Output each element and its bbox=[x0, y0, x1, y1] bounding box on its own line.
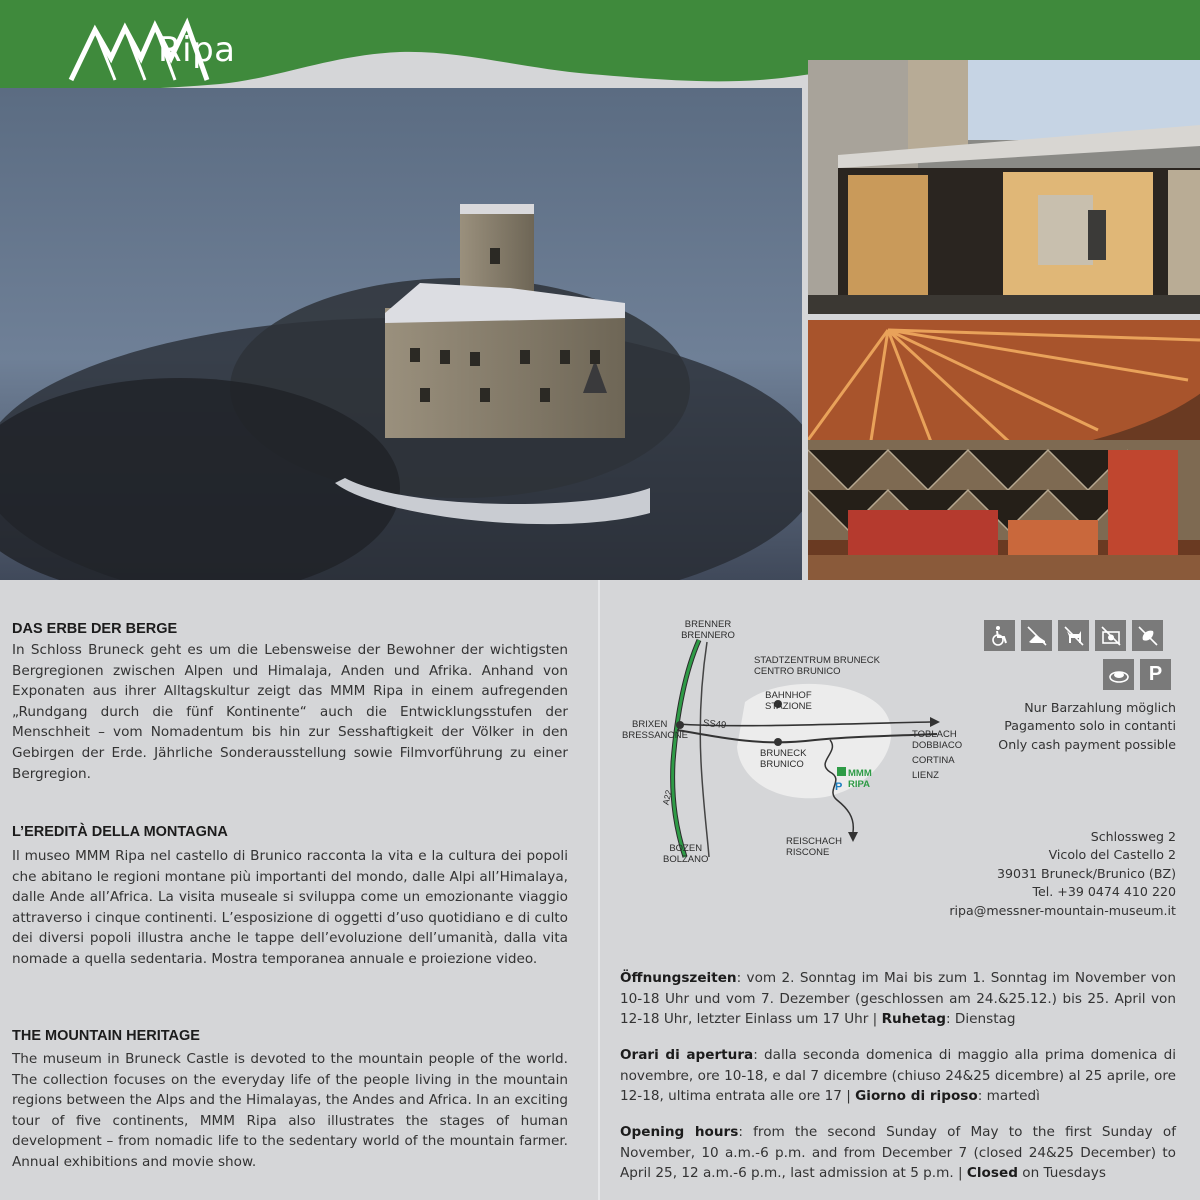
parking-icon: P bbox=[1140, 659, 1171, 690]
heading-de: DAS ERBE DER BERGE bbox=[12, 621, 178, 637]
map-label-ss49: SS49 bbox=[702, 717, 727, 732]
address-phone: Tel. +39 0474 410 220 bbox=[1032, 884, 1176, 900]
body-de: In Schloss Bruneck geht es um die Lebensweise der Bewohner der wichtigsten Bergregionen zwischen Alpen und Himalaja, Anden und Afrika. Anhand von Exponaten aus ihrer Alltagskultur zeigt das MMM Ripa in einem aufregenden „Rundgang durch die fünf Kontinente“ auch die Entwicklungsstufen der Menschheit – vom Nomadentum bis hin zur Sesshaftigkeit der Völker in den Gebirgen der Erde. Jährliche Sonderausstellung sowie Filmvorführung zu einer Bergregion. bbox=[12, 642, 568, 782]
fold-line bbox=[598, 580, 600, 1200]
amenity-icons bbox=[984, 620, 1163, 651]
map-label-a22: A22 bbox=[660, 788, 674, 806]
yurt-interior-photo bbox=[808, 320, 1200, 580]
map-label-bahnhof: BAHNHOF STAZIONE bbox=[765, 690, 812, 712]
address-block bbox=[930, 828, 1176, 920]
map-label-center: STADTZENTRUM BRUNECK CENTRO BRUNICO bbox=[754, 655, 880, 677]
map-label-brenner: BRENNER BRENNERO bbox=[681, 619, 735, 641]
payment-info: Nur Barzahlung möglich Pagamento solo in contanti Only cash payment possible bbox=[998, 700, 1176, 752]
map-label-toblach: TOBLACH DOBBIACO bbox=[912, 729, 963, 751]
wheelchair-icon bbox=[984, 620, 1015, 651]
body-it: Il museo MMM Ripa nel castello di Brunico racconta la vita e la cultura dei popoli che abitano le regioni montane più importanti del mondo, dalle Alpi all’Himalaya, dalle Ande all’Africa. La visita museale si sviluppa come un emozionante viaggio attraverso i cinque continenti. L’esposizione di oggetti d’uso quotidiano e di culto dei diversi popoli illustra anche le tappe dell’evoluzione dell’umanità, dalla vita nomade a quella sedentaria. Mostra temporanea annuale e proiezione video. bbox=[12, 848, 568, 967]
map-label-mmm-ripa: MMM RIPA bbox=[848, 768, 872, 790]
map-label-cortina: CORTINA bbox=[912, 755, 955, 766]
map-label-reischach: REISCHACH RISCONE bbox=[786, 836, 842, 858]
map-label-lienz: LIENZ bbox=[912, 770, 939, 781]
brand-name: Ripa bbox=[158, 30, 236, 70]
no-food-icon bbox=[1132, 620, 1163, 651]
address-email[interactable]: ripa@messner-mountain-museum.it bbox=[949, 902, 1176, 918]
address-street-de: Schlossweg 2 bbox=[1090, 829, 1176, 844]
no-high-heels-icon bbox=[1021, 620, 1052, 651]
no-photo-icon bbox=[1095, 620, 1126, 651]
address-street-it: Vicolo del Castello 2 bbox=[1048, 847, 1176, 863]
map-label-bozen: BOZEN BOLZANO bbox=[663, 843, 709, 865]
hours-de: Öffnungszeiten: vom 2. Sonntag im Mai bis zum 1. Sonntag im November von 10-18 Uhr und vom 7. Dezember (geschlossen am 24.&25.12.) bis 25. April von 12-18 Uhr, letzter Einlass um 17 Uhr | Ruhetag: Dienstag bbox=[620, 970, 1176, 1028]
heading-en: THE MOUNTAIN HERITAGE bbox=[12, 1028, 200, 1044]
map-parking-label: P bbox=[835, 781, 843, 793]
hours-en: Opening hours: from the second Sunday of May to the first Sunday of November, 10 a.m.-6 p.m. and from December 7 (closed 24&25 December) to April 25, 12 a.m.-6 p.m., last admission at 5 p.m. | Closed on Tuesdays bbox=[620, 1124, 1176, 1182]
hours-it: Orari di apertura: dalla seconda domenica di maggio alla prima domenica di novembre, ore 10-18, e dal 7 dicembre (chiuso 24&25 dicembre) al 25 aprile, ore 12-18, ultima entrata alle ore 17 | Giorno di riposo: martedì bbox=[620, 1047, 1176, 1105]
map-label-brixen: BRIXEN BRESSANONE bbox=[622, 719, 688, 741]
body-en: The museum in Bruneck Castle is devoted to the mountain people of the world. The collection focuses on the everyday life of the people living in the mountain regions between the Alps and the Himalayas, the Andes and Africa. In an exciting tour of five continents, MMM Ripa also illustrates the stages of human development – from nomadic life to the sedentary world of the mountain farmer. Annual exhibitions and movie show. bbox=[12, 1051, 568, 1170]
castle-photo bbox=[0, 88, 802, 580]
map-label-bruneck: BRUNECK BRUNICO bbox=[760, 748, 807, 770]
no-dogs-icon bbox=[1058, 620, 1089, 651]
address-city: 39031 Bruneck/Brunico (BZ) bbox=[996, 865, 1176, 881]
museum-entrance-photo bbox=[808, 60, 1200, 314]
heading-it: L’EREDITÀ DELLA MONTAGNA bbox=[12, 824, 228, 840]
cafe-icon bbox=[1103, 659, 1134, 690]
amenity-icons-row2 bbox=[1103, 659, 1171, 690]
